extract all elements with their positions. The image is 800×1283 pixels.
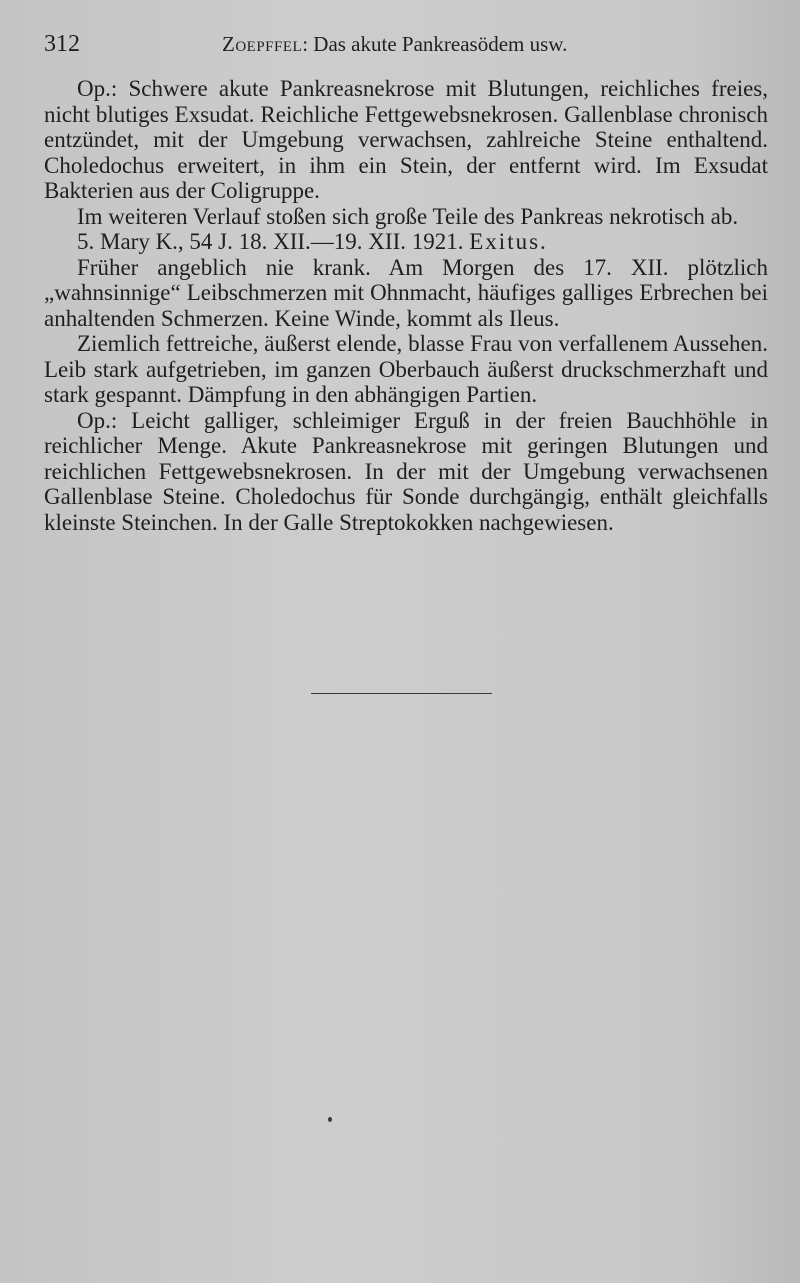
paragraph-further-course: Im weiteren Verlauf stoßen sich große Teile des Pankreas nekrotisch ab. xyxy=(77,203,739,229)
body-text xyxy=(44,76,768,535)
page-number: 312 xyxy=(44,31,80,57)
paragraph-operation-findings-1: Op.: Schwere akute Pankreasnekrose mit Blutungen, reichliches freies, nicht blutiges Exsudat. Reichliche Fettgewebsnekrosen. Gallenblase chronisch entzündet, mit der Umgebung verwachsen, zahlreiche Steine enthaltend. Choledochus erweitert, in ihm ein Stein, der entfernt wird. Im Exsudat Bakterien aus der Coligruppe. xyxy=(44,76,768,203)
print-speck xyxy=(328,1117,332,1122)
paragraph-examination: Ziemlich fettreiche, äußerst elende, blasse Frau von verfallenem Aussehen. Leib stark aufgetrieben, im ganzen Oberbauch äußerst druckschmerzhaft und stark gespannt. Dämpfung in den abhängigen Partien. xyxy=(44,331,768,407)
author-name: Zoepffel xyxy=(222,32,303,56)
case-heading xyxy=(44,229,768,255)
running-head xyxy=(44,30,768,58)
case-outcome: Exitus. xyxy=(469,229,548,254)
section-divider xyxy=(311,693,492,694)
chapter-title: : Das akute Pankreasödem usw. xyxy=(302,32,568,56)
running-title xyxy=(222,30,567,58)
case-heading-text: 5. Mary K., 54 J. 18. XII.—19. XII. 1921. xyxy=(77,229,470,254)
paragraph-history: Früher angeblich nie krank. Am Morgen des 17. XII. plötzlich „wahnsinnige“ Leibschmerzen mit Ohnmacht, häufiges galliges Erbrechen bei anhaltenden Schmerzen. Keine Winde, kommt als Ileus. xyxy=(44,254,768,331)
paragraph-operation-findings-2: Op.: Leicht galliger, schleimiger Erguß in der freien Bauchhöhle in reichlicher Menge. Akute Pankreasnekrose mit geringen Blutungen und reichlichen Fettgewebsnekrosen. In der mit der Umgebung verwachsenen Gallenblase Steine. Choledochus für Sonde durchgängig, enthält gleichfalls kleinste Steinchen. In der Galle Streptokokken nachgewiesen. xyxy=(44,407,768,535)
